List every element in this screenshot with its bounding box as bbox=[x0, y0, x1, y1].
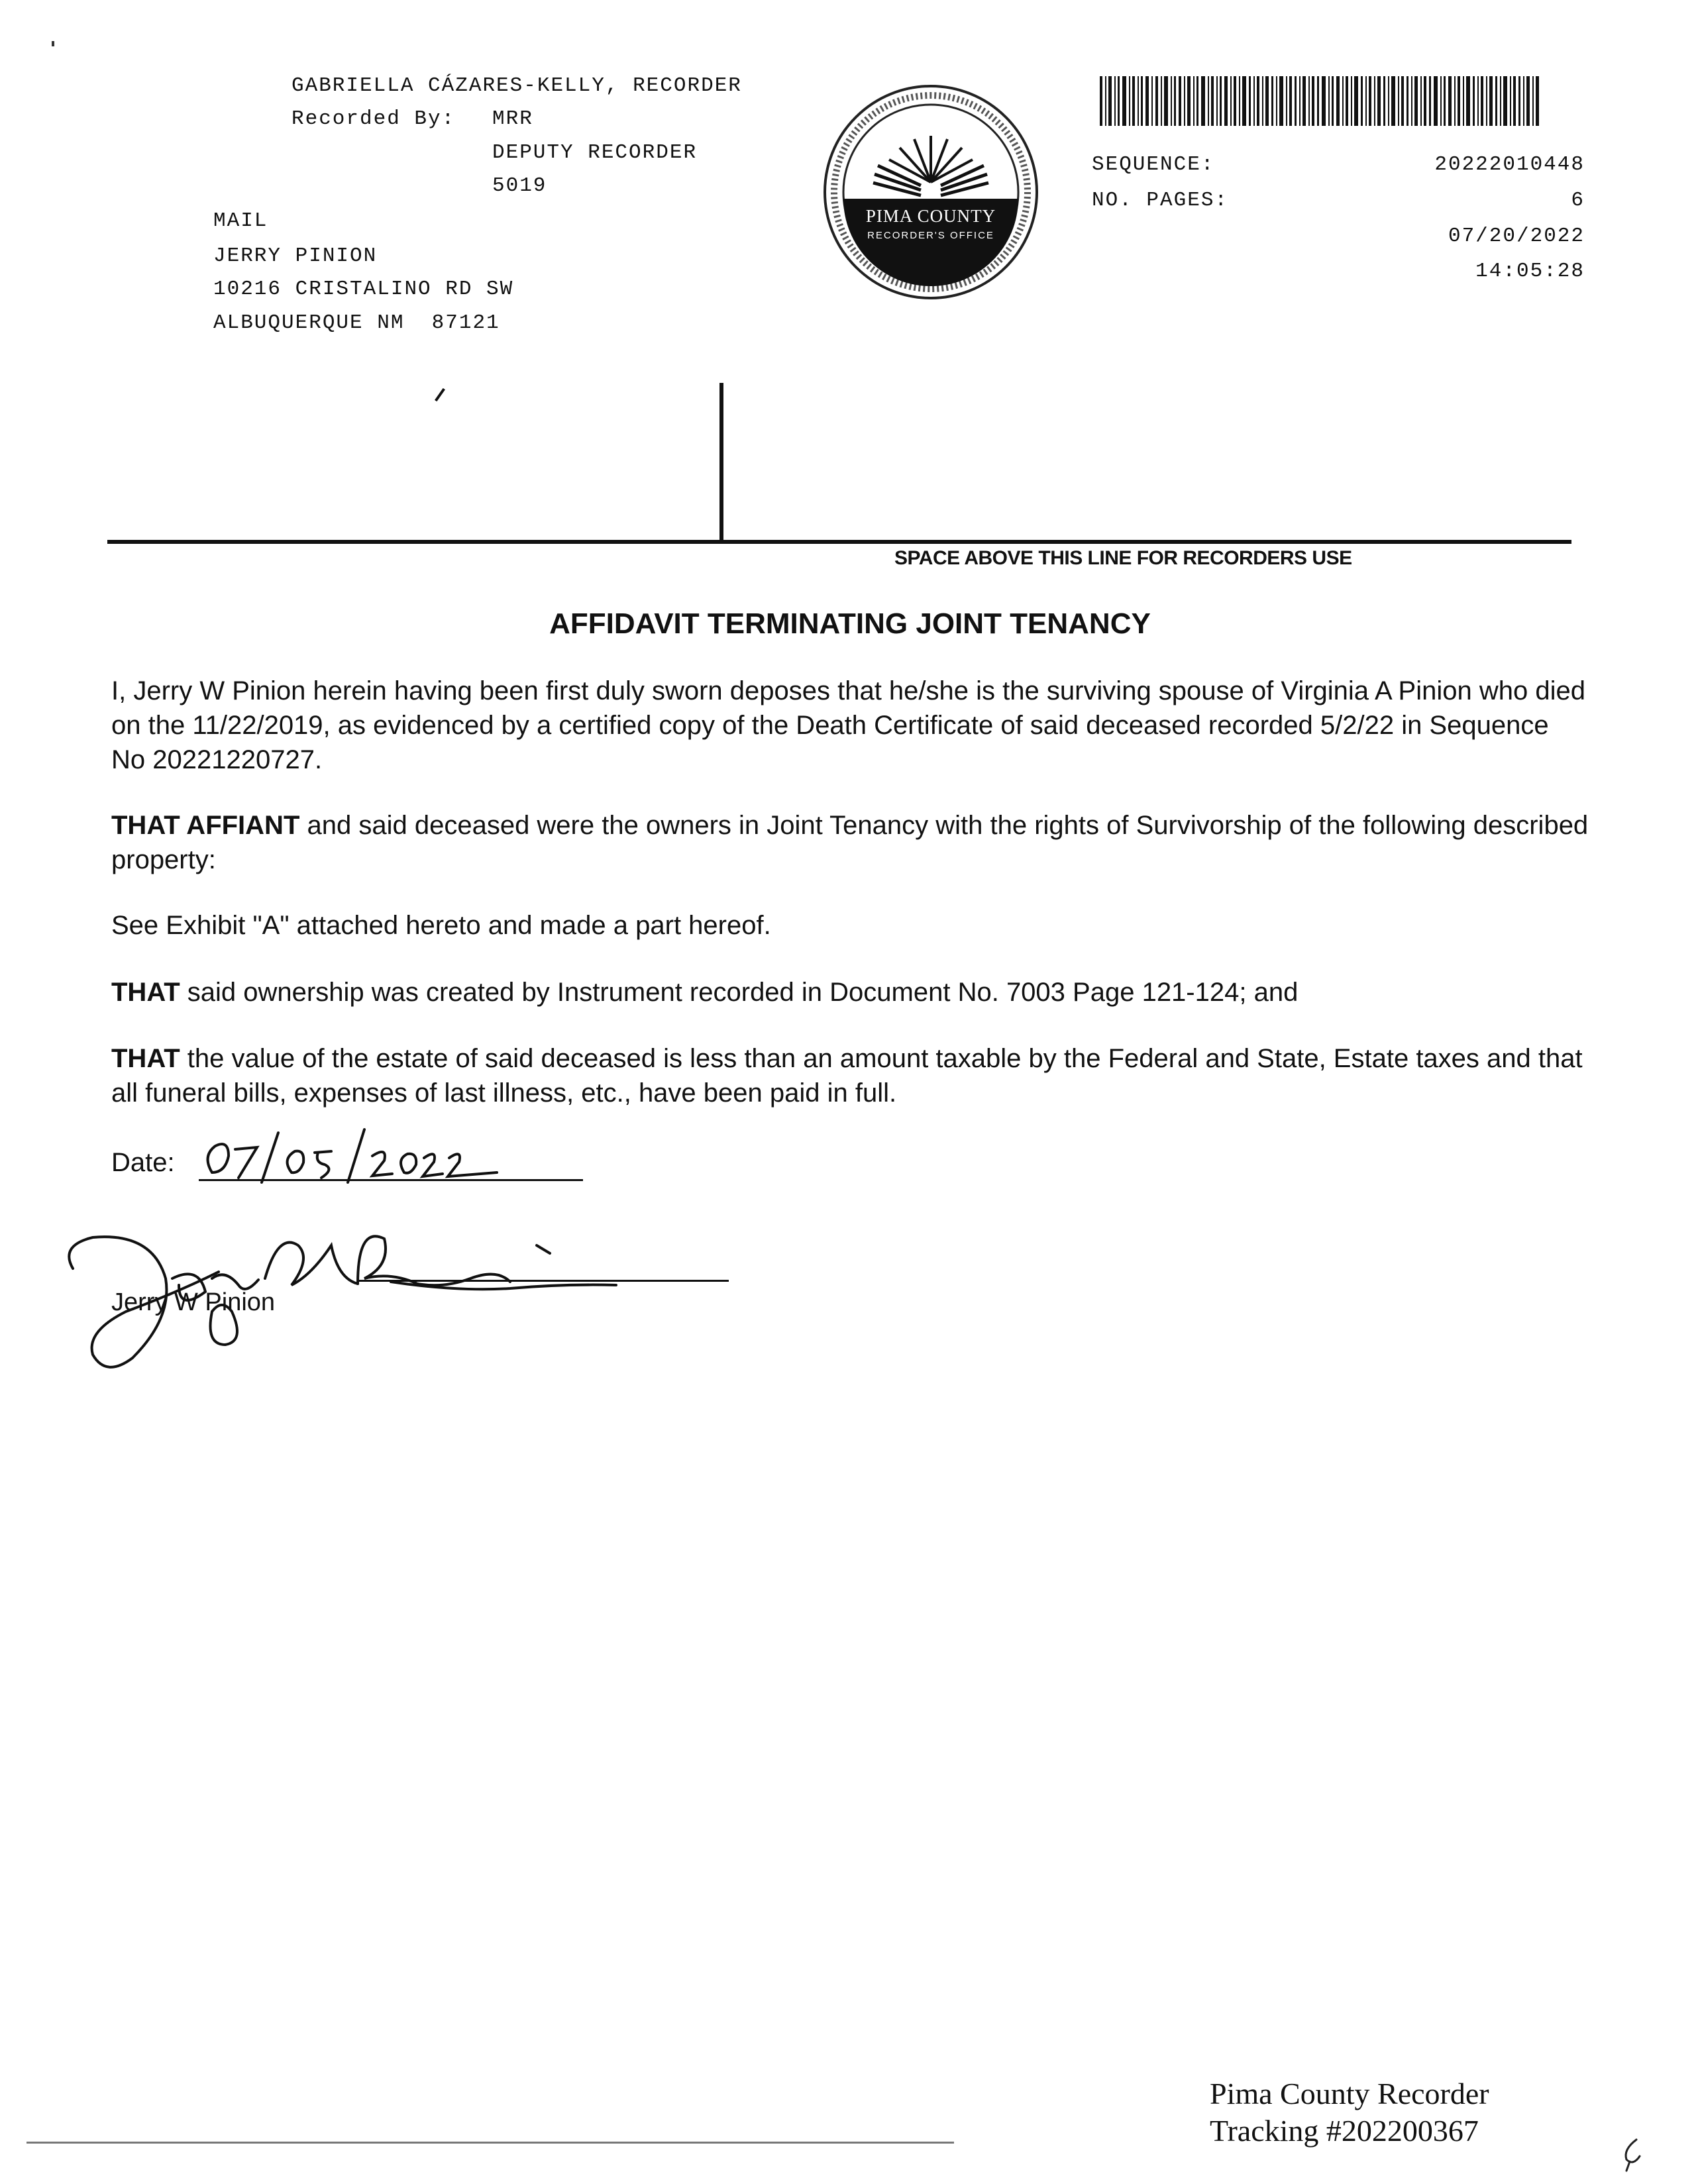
pages-label: NO. PAGES: bbox=[1092, 189, 1229, 212]
seal-subtitle: RECORDER'S OFFICE bbox=[867, 230, 994, 241]
paragraph-exhibit: See Exhibit "A" attached hereto and made a part hereof. bbox=[111, 911, 771, 940]
recorded-by-value: MRR bbox=[492, 107, 533, 130]
mail-name: JERRY PINION bbox=[213, 244, 378, 268]
mail-city: ALBUQUERQUE NM 87121 bbox=[213, 311, 500, 335]
seal-name: PIMA COUNTY bbox=[865, 206, 996, 226]
pages-value: 6 bbox=[1571, 189, 1585, 212]
barcode-icon bbox=[1100, 76, 1540, 126]
paragraph-affiant-ownership bbox=[111, 808, 1589, 877]
paragraph-lead: THAT bbox=[111, 1044, 180, 1073]
date-label: Date: bbox=[111, 1148, 175, 1177]
recorded-by-label: Recorded By: bbox=[292, 107, 456, 130]
handwritten-mark-icon bbox=[1617, 2136, 1650, 2173]
paragraph-instrument bbox=[111, 975, 1589, 1010]
recording-time: 14:05:28 bbox=[1475, 260, 1585, 283]
pima-county-seal bbox=[822, 83, 1040, 301]
paragraph-text: and said deceased were the owners in Joint Tenancy with the rights of Survivorship of the following described property: bbox=[111, 811, 1589, 874]
stray-mark bbox=[435, 388, 445, 401]
vertical-divider bbox=[719, 383, 723, 542]
barcode bbox=[1100, 76, 1540, 126]
corner-initial-mark bbox=[1617, 2136, 1650, 2173]
recording-date: 07/20/2022 bbox=[1448, 225, 1585, 248]
document-title: AFFIDAVIT TERMINATING JOINT TENANCY bbox=[549, 607, 1151, 640]
footer-line bbox=[27, 2142, 954, 2144]
paragraph-text: said ownership was created by Instrument recorded in Document No. 7003 Page 121-124; and bbox=[180, 978, 1299, 1007]
handwritten-date-icon bbox=[199, 1119, 510, 1186]
tracking-line-1: Pima County Recorder bbox=[1210, 2077, 1489, 2110]
mail-street: 10216 CRISTALINO RD SW bbox=[213, 278, 514, 301]
paragraph-lead: THAT bbox=[111, 978, 180, 1007]
paragraph-lead: THAT AFFIANT bbox=[111, 811, 300, 840]
sequence-value: 20222010448 bbox=[1434, 153, 1585, 176]
deputy-number: 5019 bbox=[492, 174, 547, 197]
paragraph-surviving-spouse: I, Jerry W Pinion herein having been first duly sworn deposes that he/she is the surviving spouse of Virginia A Pinion who died on the 11/22/2019, as evidenced by a certified copy of the Death Certificate of said deceased recorded 5/2/22 in Sequence No 20221220727. bbox=[111, 676, 1585, 774]
mail-label: MAIL bbox=[213, 209, 268, 233]
tracking-line-2: Tracking #202200367 bbox=[1210, 2114, 1479, 2148]
paragraph-text: the value of the estate of said deceased is less than an amount taxable by the Federal and State, Estate taxes and that all funeral bills, expenses of last illness, etc., have been paid in full. bbox=[111, 1044, 1583, 1108]
seal-graphic-icon bbox=[822, 83, 1040, 301]
sequence-label: SEQUENCE: bbox=[1092, 153, 1215, 176]
recorder-space-line bbox=[107, 540, 1571, 544]
paragraph-estate-value bbox=[111, 1041, 1589, 1110]
signer-name: Jerry W Pinion bbox=[111, 1288, 276, 1316]
recorder-name: GABRIELLA CÁZARES-KELLY, RECORDER bbox=[292, 74, 742, 97]
stray-mark bbox=[52, 41, 54, 46]
handwritten-date bbox=[199, 1119, 510, 1186]
recorder-space-note: SPACE ABOVE THIS LINE FOR RECORDERS USE bbox=[894, 547, 1352, 569]
deputy-title: DEPUTY RECORDER bbox=[492, 141, 698, 164]
